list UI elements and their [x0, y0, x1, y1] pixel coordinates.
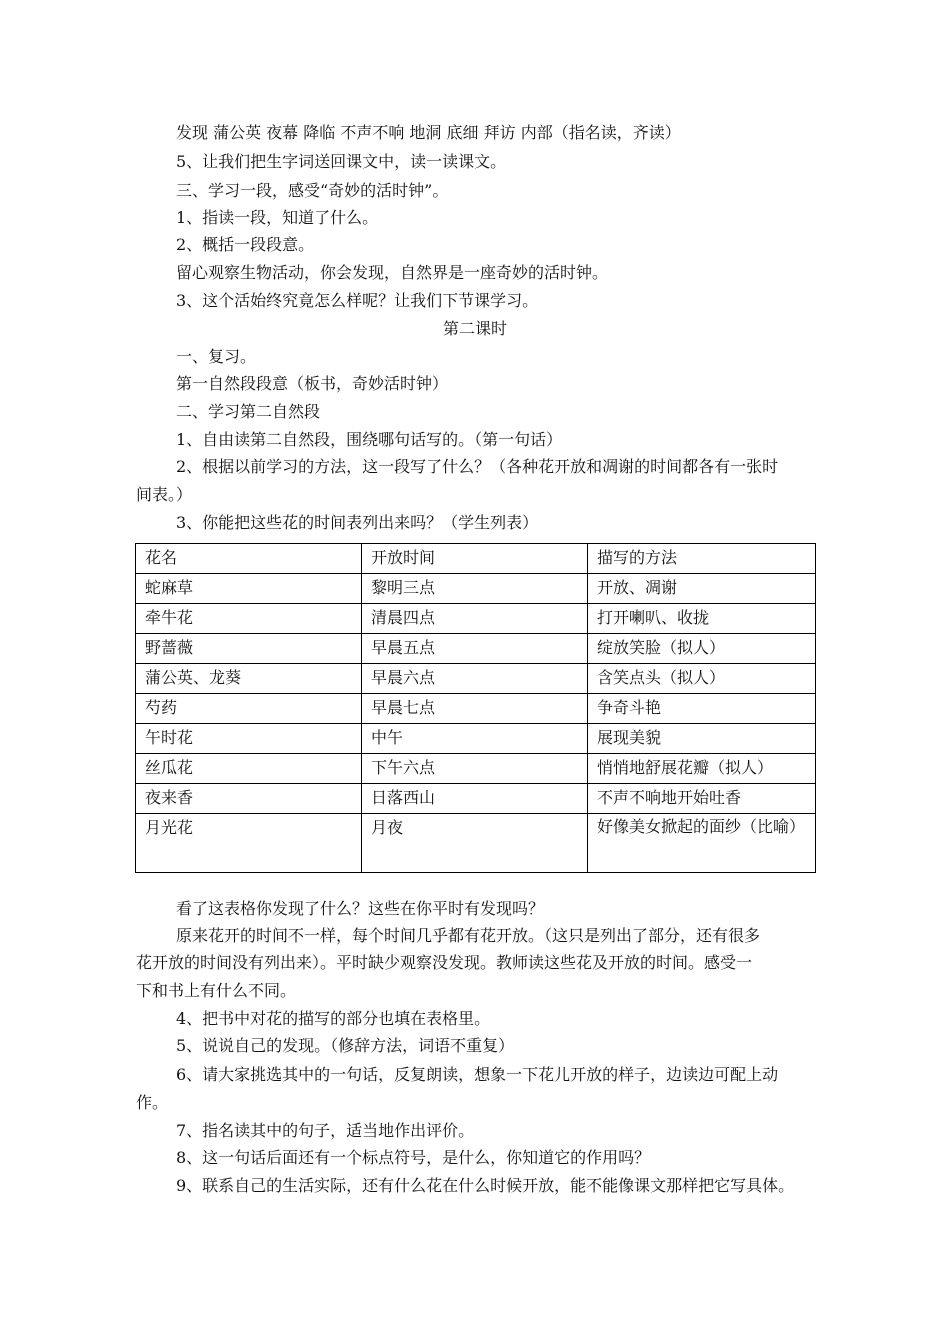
- table-cell: 下午六点: [362, 754, 588, 784]
- text-line: 5、说说自己的发现。（修辞方法，词语不重复）: [176, 1036, 515, 1055]
- table-cell: 蛇麻草: [136, 574, 362, 604]
- table-cell: 月夜: [362, 814, 588, 873]
- text-line: 7、指名读其中的句子，适当地作出评价。: [176, 1121, 475, 1140]
- text-line: 看了这表格你发现了什么？这些在你平时有发现吗？: [176, 899, 545, 918]
- text-line: 2、概括一段段意。: [176, 235, 315, 254]
- table-cell: 芍药: [136, 694, 362, 724]
- table-row: [136, 754, 816, 784]
- table-cell: 中午: [362, 724, 588, 754]
- text-line: 留心观察生物活动，你会发现，自然界是一座奇妙的活时钟。: [176, 263, 609, 282]
- table-cell: 午时花: [136, 724, 362, 754]
- text-line: 9、联系自己的生活实际，还有什么花在什么时候开放，能不能像课文那样把它写具体。: [176, 1176, 795, 1195]
- table-cell: 含笑点头（拟人）: [588, 664, 816, 694]
- table-cell: 展现美貌: [588, 724, 816, 754]
- table-header-cell: 开放时间: [362, 544, 588, 574]
- text-line: 间表。）: [136, 485, 193, 504]
- table-cell: 夜来香: [136, 784, 362, 814]
- table-row: [136, 664, 816, 694]
- table-row: [136, 604, 816, 634]
- section-heading: 三、学习一段，感受“奇妙的活时钟”。: [176, 181, 449, 200]
- table-header-cell: 描写的方法: [588, 544, 816, 574]
- table-cell: 争奇斗艳: [588, 694, 816, 724]
- table-row: [136, 694, 816, 724]
- text-line: 第一自然段段意（板书，奇妙活时钟）: [176, 374, 449, 393]
- table-cell: 日落西山: [362, 784, 588, 814]
- vocab-line: 发现 蒲公英 夜幕 降临 不声不响 地洞 底细 拜访 内部（指名读，齐读）: [176, 123, 681, 142]
- text-line: 4、把书中对花的描写的部分也填在表格里。: [176, 1009, 491, 1028]
- table-cell: 早晨五点: [362, 634, 588, 664]
- text-line: 花开放的时间没有列出来）。平时缺少观察没发现。教师读这些花及开放的时间。感受一: [136, 953, 753, 972]
- text-line: 6、请大家挑选其中的一句话，反复朗读，想象一下花儿开放的样子，边读边可配上动: [176, 1065, 779, 1084]
- table-header-row: [136, 544, 816, 574]
- table-cell: 早晨六点: [362, 664, 588, 694]
- table-cell: 绽放笑脸（拟人）: [588, 634, 816, 664]
- table-cell: 丝瓜花: [136, 754, 362, 784]
- text-line: 8、这一句话后面还有一个标点符号，是什么，你知道它的作用吗？: [176, 1148, 651, 1167]
- table-cell: 月光花: [136, 814, 362, 873]
- table-cell: 悄悄地舒展花瓣（拟人）: [588, 754, 816, 784]
- table-cell: 不声不响地开始吐香: [588, 784, 816, 814]
- table-cell: 蒲公英、龙葵: [136, 664, 362, 694]
- text-line: 下和书上有什么不同。: [136, 981, 297, 1000]
- text-line: 3、你能把这些花的时间表列出来吗？（学生列表）: [176, 513, 539, 532]
- text-line: 1、指读一段，知道了什么。: [176, 208, 379, 227]
- table-row: [136, 634, 816, 664]
- table-row: [136, 574, 816, 604]
- table-header-cell: 花名: [136, 544, 362, 574]
- text-line: 1、自由读第二自然段，围绕哪句话写的。（第一句话）: [176, 430, 563, 449]
- lesson-title: 第二课时: [442, 319, 507, 338]
- text-line: 2、根据以前学习的方法，这一段写了什么？（各种花开放和凋谢的时间都各有一张时: [176, 457, 779, 476]
- text-line: 5、让我们把生字词送回课文中，读一读课文。: [176, 152, 507, 171]
- text-line: 3、这个活始终究竟怎么样呢？让我们下节课学习。: [176, 291, 539, 310]
- table-cell: 黎明三点: [362, 574, 588, 604]
- table-row: [136, 784, 816, 814]
- flower-time-table: [135, 543, 816, 873]
- table-cell: 开放、凋谢: [588, 574, 816, 604]
- table-cell: 好像美女掀起的面纱（比喻）: [588, 814, 816, 873]
- section-heading: 二、学习第二自然段: [176, 402, 321, 421]
- table-cell: 清晨四点: [362, 604, 588, 634]
- table-cell: 牵牛花: [136, 604, 362, 634]
- table-row: [136, 724, 816, 754]
- table-cell: 野蔷薇: [136, 634, 362, 664]
- text-line: 一、复习。: [176, 347, 257, 366]
- table-row: [136, 814, 816, 873]
- text-line: 作。: [136, 1093, 169, 1112]
- table-cell: 早晨七点: [362, 694, 588, 724]
- table-cell: 打开喇叭、收拢: [588, 604, 816, 634]
- text-line: 原来花开的时间不一样，每个时间几乎都有花开放。（这只是列出了部分，还有很多: [176, 926, 761, 945]
